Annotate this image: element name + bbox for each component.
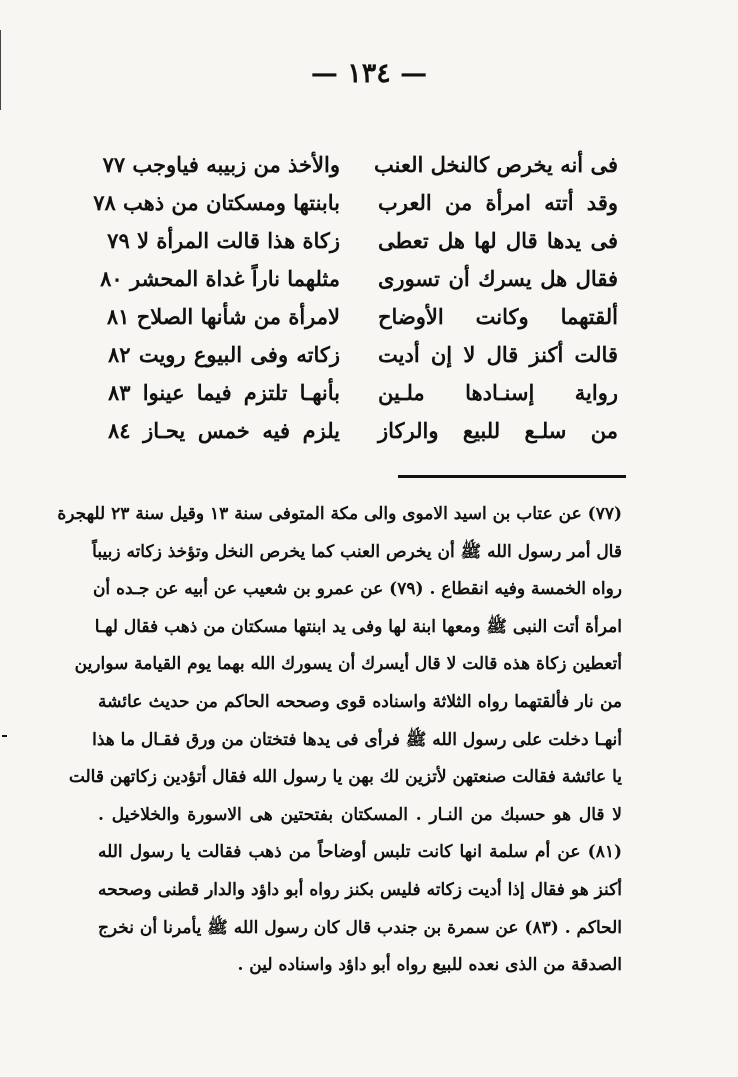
verse-first-hemistich: من سلـع للبيع والركاز (378, 418, 618, 443)
page-number: — ١٣٤ — (310, 58, 428, 89)
verse-second-hemistich: بابنتها ومسكتان من ذهب ٧٨ (93, 190, 340, 215)
footnote-separator-rule (398, 475, 626, 478)
footnote-line: (٨١) عن أم سلمة انها كانت تلبس أوضاحاً من ذهب فقالت يا رسول الله (98, 842, 622, 863)
verse-line (108, 304, 618, 342)
verse-line (108, 418, 618, 456)
verse-line (108, 342, 618, 380)
verse-first-hemistich: وقد أتته امرأة من العرب (378, 190, 618, 215)
verse-first-hemistich: قالت أكنز قال لا إن أديت (378, 342, 618, 367)
poem-verses (93, 152, 618, 456)
verse-second-hemistich: زكاته وفى البيوع رويت ٨٢ (108, 342, 340, 367)
footnote-line: الصدقة من الذى نعده للبيع رواه أبو داؤد واسناده لين . (237, 955, 622, 976)
footnote-line: الحاكم . (٨٣) عن سمرة بن جندب قال كان رسول الله ﷺ يأمرنا أن نخرج (97, 917, 622, 938)
footnote-line: قال أمر رسول الله ﷺ أن يخرص العنب كما يخرص النخل وتؤخذ زكاته زبيباً (92, 541, 622, 562)
footnote-line: امرأة أتت النبى ﷺ ومعها ابنة لها وفى يد ابنتها مسكتان من ذهب فقال لهـا (94, 616, 622, 637)
verse-first-hemistich: فى أنه يخرص كالنخل العنب (373, 152, 618, 177)
footnote-line: أتعطين زكاة هذه قالت لا قال أيسرك أن يسورك الله بهما يوم القيامة سوارين (74, 654, 622, 675)
verse-second-hemistich: مثلهما ناراً غداة المحشر ٨٠ (100, 266, 340, 291)
verse-first-hemistich: ألقتهما وكانت الأوضاح (378, 304, 618, 329)
footnote-line: من نار فألقتهما رواه الثلاثة واسناده قوى وصححه الحاكم من حديث عائشة (98, 691, 622, 712)
verse-line (108, 380, 618, 418)
footnotes-commentary (57, 496, 622, 985)
verse-line (93, 190, 618, 228)
footnote-line: لا قال هو حسبك من النـار . المسكتان بفتحتين هى الاسورة والخلاخيل . (98, 804, 622, 825)
verse-second-hemistich: يلزم فيه خمس يحـاز ٨٤ (108, 418, 340, 443)
verse-second-hemistich: والأخذ من زبيبه فياوجب ٧٧ (102, 152, 340, 177)
verse-first-hemistich: فقال هل يسرك أن تسورى (378, 266, 618, 291)
footnote-line: رواه الخمسة وفيه انقطاع . (٧٩) عن عمرو بن شعيب عن أبيه عن جـده أن (92, 579, 622, 600)
verse-second-hemistich: بأنهـا تلتزم فيما عينوا ٨٣ (108, 380, 340, 405)
footnote-line: أنهـا دخلت على رسول الله ﷺ فرأى فى يدها فتختان من ورق فقـال ما هذا (92, 729, 622, 750)
footnote-line: أكنز هو فقال إذا أديت زكاته فليس بكنز رواه أبو داؤد والدار قطنى وصححه (98, 879, 622, 900)
verse-first-hemistich: فى يدها قال لها هل تعطى (378, 228, 618, 253)
verse-line (100, 266, 618, 304)
footnote-line: يا عائشة فقالت صنعتهن لأتزين لك بهن يا رسول الله فقال أتؤدين زكاتهن قالت (68, 767, 622, 788)
verse-line (102, 152, 618, 190)
verse-line (108, 228, 618, 266)
verse-second-hemistich: زكاة هذا قالت المرأة لا ٧٩ (107, 228, 340, 253)
margin-mark (2, 735, 7, 737)
footnote-line: (٧٧) عن عتاب بن اسيد الاموى والى مكة المتوفى سنة ١٣ وقيل سنة ٢٣ للهجرة (57, 504, 622, 524)
verse-second-hemistich: لامرأة من شأنها الصلاح ٨١ (106, 304, 340, 329)
verse-first-hemistich: رواية إسنـادها ملـين (378, 380, 618, 405)
